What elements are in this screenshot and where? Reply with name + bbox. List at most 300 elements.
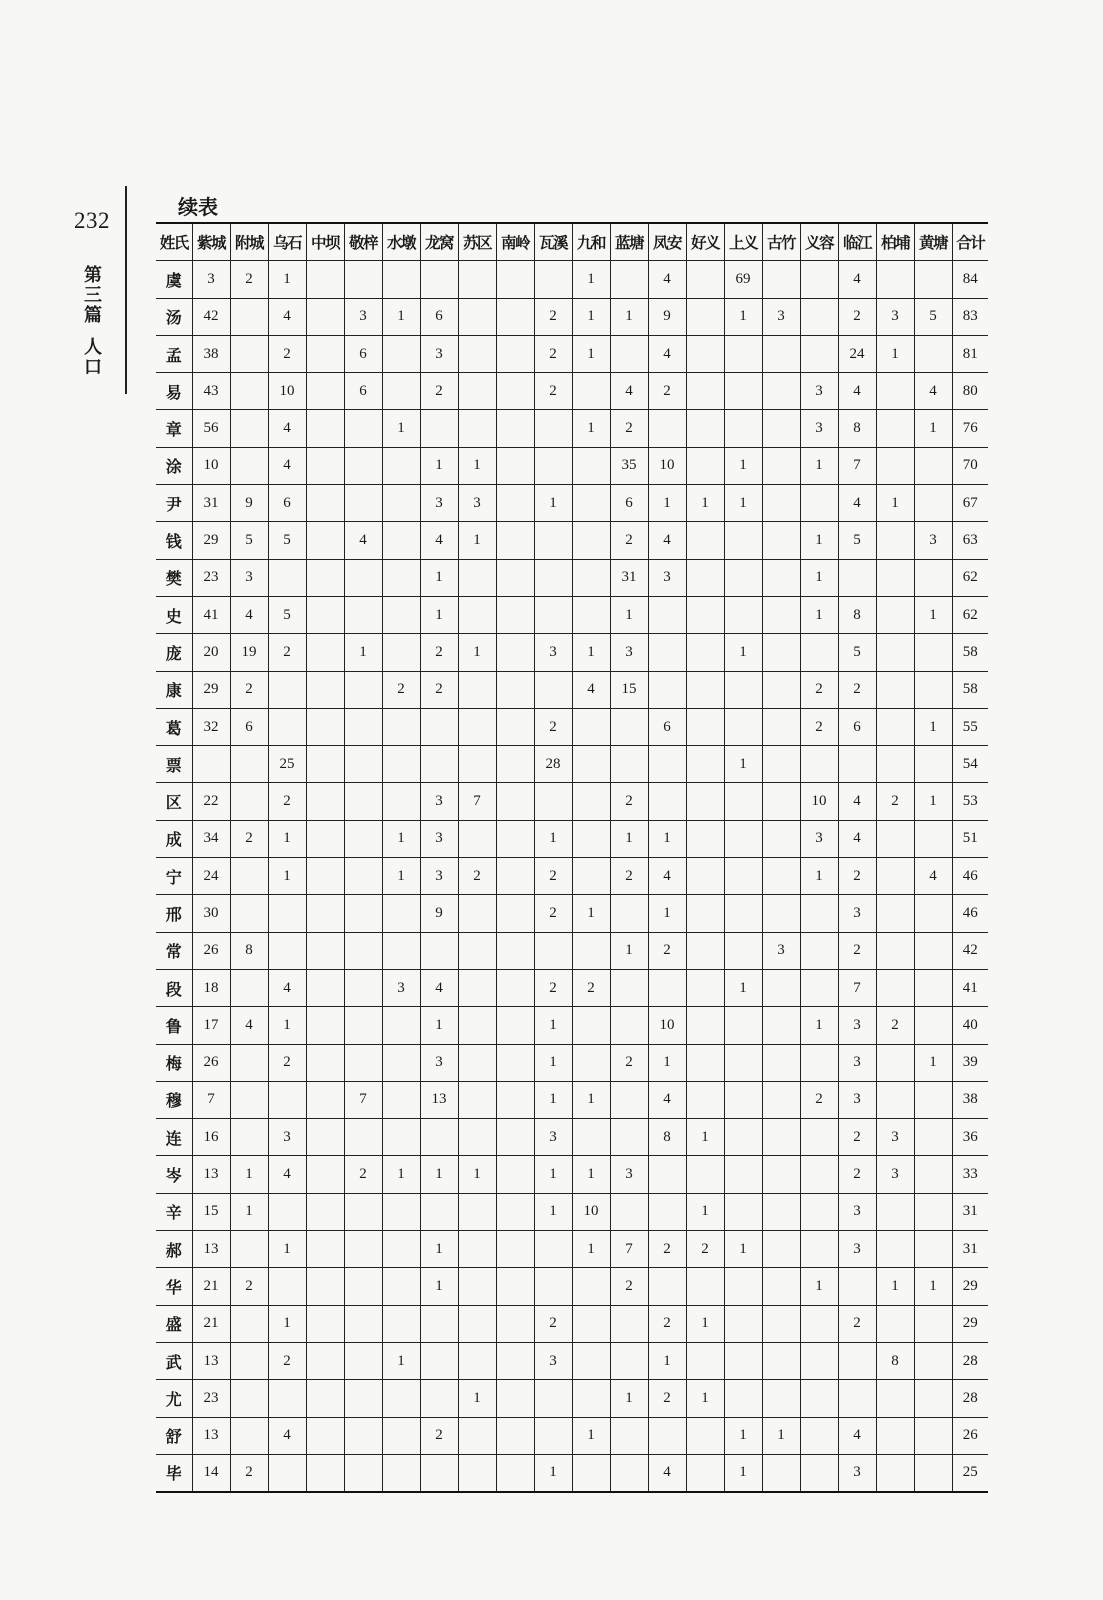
count-cell: 2: [686, 1231, 724, 1268]
count-cell: [724, 820, 762, 857]
count-cell: [876, 1380, 914, 1417]
count-cell: 3: [876, 298, 914, 335]
count-cell: [762, 783, 800, 820]
count-cell: [420, 1119, 458, 1156]
count-cell: [268, 1454, 306, 1492]
count-cell: [382, 708, 420, 745]
count-cell: [306, 373, 344, 410]
count-cell: 6: [268, 485, 306, 522]
count-cell: [458, 1417, 496, 1454]
count-cell: 2: [648, 373, 686, 410]
count-cell: [876, 1231, 914, 1268]
count-cell: 1: [420, 1156, 458, 1193]
count-cell: 1: [572, 335, 610, 372]
count-cell: 1: [420, 559, 458, 596]
count-cell: [230, 1305, 268, 1342]
column-header: 义容: [800, 223, 838, 261]
count-cell: [382, 634, 420, 671]
table-row: [156, 820, 988, 857]
count-cell: [610, 895, 648, 932]
count-cell: [762, 671, 800, 708]
count-cell: [800, 1305, 838, 1342]
count-cell: [458, 1119, 496, 1156]
count-cell: [496, 1193, 534, 1230]
count-cell: [420, 932, 458, 969]
count-cell: [724, 596, 762, 633]
count-cell: [534, 596, 572, 633]
count-cell: [762, 261, 800, 298]
count-cell: 24: [838, 335, 876, 372]
count-cell: [344, 1268, 382, 1305]
count-cell: [382, 783, 420, 820]
count-cell: 4: [268, 1417, 306, 1454]
count-cell: 42: [192, 298, 230, 335]
count-cell: 2: [420, 1417, 458, 1454]
count-cell: 2: [838, 932, 876, 969]
count-cell: [382, 335, 420, 372]
count-cell: [306, 1342, 344, 1379]
count-cell: [344, 671, 382, 708]
total-cell: 62: [952, 559, 988, 596]
count-cell: [496, 969, 534, 1006]
count-cell: [496, 373, 534, 410]
count-cell: 30: [192, 895, 230, 932]
total-cell: 26: [952, 1417, 988, 1454]
count-cell: [230, 1380, 268, 1417]
count-cell: 1: [914, 783, 952, 820]
count-cell: [610, 1007, 648, 1044]
surname-cell: 孟: [156, 335, 192, 372]
count-cell: [306, 1044, 344, 1081]
count-cell: [268, 1380, 306, 1417]
count-cell: [344, 1417, 382, 1454]
count-cell: 1: [800, 1268, 838, 1305]
count-cell: 1: [724, 1417, 762, 1454]
count-cell: 25: [268, 746, 306, 783]
count-cell: 10: [648, 447, 686, 484]
count-cell: [686, 783, 724, 820]
surname-cell: 葛: [156, 708, 192, 745]
count-cell: [648, 410, 686, 447]
total-cell: 81: [952, 335, 988, 372]
count-cell: 10: [572, 1193, 610, 1230]
count-cell: [344, 1305, 382, 1342]
count-cell: 3: [192, 261, 230, 298]
count-cell: [686, 447, 724, 484]
count-cell: 2: [800, 708, 838, 745]
count-cell: 4: [914, 858, 952, 895]
count-cell: [876, 410, 914, 447]
count-cell: [800, 1454, 838, 1492]
count-cell: [306, 559, 344, 596]
surname-cell: 常: [156, 932, 192, 969]
surname-cell: 盛: [156, 1305, 192, 1342]
count-cell: [572, 1454, 610, 1492]
count-cell: 15: [192, 1193, 230, 1230]
count-cell: [534, 783, 572, 820]
count-cell: [914, 1119, 952, 1156]
count-cell: 2: [534, 1305, 572, 1342]
count-cell: [762, 858, 800, 895]
count-cell: [876, 447, 914, 484]
count-cell: 3: [838, 1193, 876, 1230]
count-cell: [838, 746, 876, 783]
count-cell: [344, 447, 382, 484]
count-cell: [230, 1231, 268, 1268]
count-cell: [914, 1454, 952, 1492]
count-cell: [496, 559, 534, 596]
count-cell: 24: [192, 858, 230, 895]
count-cell: [724, 858, 762, 895]
table-row: [156, 596, 988, 633]
count-cell: [762, 373, 800, 410]
surname-cell: 虞: [156, 261, 192, 298]
count-cell: [458, 261, 496, 298]
column-header: 乌石: [268, 223, 306, 261]
section-label-char: 人: [84, 337, 102, 358]
count-cell: [496, 1007, 534, 1044]
count-cell: [914, 1305, 952, 1342]
count-cell: [876, 1305, 914, 1342]
count-cell: [230, 373, 268, 410]
surname-cell: 康: [156, 671, 192, 708]
count-cell: [230, 1417, 268, 1454]
count-cell: [344, 1231, 382, 1268]
count-cell: [724, 783, 762, 820]
count-cell: 4: [268, 298, 306, 335]
count-cell: [648, 1417, 686, 1454]
count-cell: 35: [610, 447, 648, 484]
count-cell: 5: [838, 522, 876, 559]
count-cell: 3: [838, 1231, 876, 1268]
count-cell: 13: [192, 1231, 230, 1268]
count-cell: [686, 522, 724, 559]
count-cell: 1: [572, 895, 610, 932]
count-cell: 7: [838, 447, 876, 484]
count-cell: 5: [268, 596, 306, 633]
count-cell: 1: [914, 1268, 952, 1305]
count-cell: [344, 969, 382, 1006]
count-cell: [914, 895, 952, 932]
count-cell: [230, 298, 268, 335]
count-cell: [686, 1417, 724, 1454]
column-header: 柏埔: [876, 223, 914, 261]
column-header: 九和: [572, 223, 610, 261]
count-cell: [306, 783, 344, 820]
count-cell: 2: [230, 671, 268, 708]
count-cell: [534, 1417, 572, 1454]
count-cell: [914, 1081, 952, 1118]
count-cell: 1: [534, 485, 572, 522]
count-cell: [496, 447, 534, 484]
count-cell: [534, 932, 572, 969]
count-cell: [344, 1380, 382, 1417]
count-cell: [724, 1380, 762, 1417]
count-cell: [876, 969, 914, 1006]
count-cell: [800, 1417, 838, 1454]
count-cell: 19: [230, 634, 268, 671]
surname-cell: 岑: [156, 1156, 192, 1193]
count-cell: 2: [268, 1044, 306, 1081]
count-cell: 3: [420, 858, 458, 895]
count-cell: [496, 335, 534, 372]
count-cell: 1: [648, 485, 686, 522]
count-cell: [838, 1380, 876, 1417]
count-cell: [876, 708, 914, 745]
count-cell: 13: [192, 1342, 230, 1379]
table-row: [156, 1231, 988, 1268]
count-cell: [458, 1193, 496, 1230]
count-cell: [724, 335, 762, 372]
count-cell: 1: [686, 485, 724, 522]
table-row: [156, 1268, 988, 1305]
count-cell: [686, 820, 724, 857]
count-cell: [686, 261, 724, 298]
count-cell: 1: [382, 1156, 420, 1193]
count-cell: [306, 1268, 344, 1305]
count-cell: 4: [420, 969, 458, 1006]
count-cell: [572, 1007, 610, 1044]
count-cell: [800, 1231, 838, 1268]
count-cell: [876, 373, 914, 410]
count-cell: [686, 746, 724, 783]
count-cell: [306, 1119, 344, 1156]
count-cell: [762, 1007, 800, 1044]
surname-cell: 宁: [156, 858, 192, 895]
count-cell: [572, 932, 610, 969]
count-cell: [420, 1193, 458, 1230]
count-cell: 4: [838, 373, 876, 410]
count-cell: [838, 1268, 876, 1305]
count-cell: [914, 932, 952, 969]
count-cell: [876, 820, 914, 857]
count-cell: [534, 447, 572, 484]
count-cell: [762, 1305, 800, 1342]
count-cell: [344, 708, 382, 745]
count-cell: [458, 820, 496, 857]
count-cell: [458, 1044, 496, 1081]
count-cell: [762, 596, 800, 633]
count-cell: [344, 858, 382, 895]
count-cell: 1: [572, 410, 610, 447]
total-cell: 38: [952, 1081, 988, 1118]
count-cell: 2: [534, 708, 572, 745]
count-cell: 1: [800, 522, 838, 559]
count-cell: [382, 1454, 420, 1492]
count-cell: [762, 1156, 800, 1193]
count-cell: [648, 783, 686, 820]
count-cell: 1: [572, 634, 610, 671]
table-row: [156, 634, 988, 671]
count-cell: 2: [534, 895, 572, 932]
count-cell: [496, 708, 534, 745]
count-cell: [610, 261, 648, 298]
table-row: [156, 1305, 988, 1342]
count-cell: 4: [268, 410, 306, 447]
count-cell: [762, 1380, 800, 1417]
count-cell: [458, 410, 496, 447]
count-cell: 1: [800, 596, 838, 633]
section-label-char: 三: [84, 285, 102, 306]
count-cell: 1: [420, 1231, 458, 1268]
count-cell: 2: [420, 671, 458, 708]
count-cell: [800, 1193, 838, 1230]
surname-cell: 邢: [156, 895, 192, 932]
section-label: [82, 266, 104, 378]
total-cell: 63: [952, 522, 988, 559]
count-cell: 1: [534, 1007, 572, 1044]
count-cell: 1: [610, 1380, 648, 1417]
count-cell: [344, 895, 382, 932]
count-cell: [724, 1156, 762, 1193]
count-cell: [800, 298, 838, 335]
count-cell: 32: [192, 708, 230, 745]
count-cell: 1: [572, 1156, 610, 1193]
count-cell: 56: [192, 410, 230, 447]
count-cell: [762, 485, 800, 522]
total-cell: 58: [952, 634, 988, 671]
total-cell: 28: [952, 1342, 988, 1379]
count-cell: [686, 410, 724, 447]
count-cell: 9: [230, 485, 268, 522]
count-cell: 4: [268, 969, 306, 1006]
column-header: 苏区: [458, 223, 496, 261]
count-cell: 1: [382, 1342, 420, 1379]
count-cell: [686, 335, 724, 372]
count-cell: 2: [268, 1342, 306, 1379]
count-cell: [306, 671, 344, 708]
count-cell: [306, 1231, 344, 1268]
count-cell: 1: [268, 820, 306, 857]
count-cell: [876, 932, 914, 969]
count-cell: [534, 671, 572, 708]
total-cell: 67: [952, 485, 988, 522]
count-cell: 1: [762, 1417, 800, 1454]
count-cell: [496, 820, 534, 857]
count-cell: [496, 1380, 534, 1417]
table-row: [156, 969, 988, 1006]
count-cell: [762, 969, 800, 1006]
count-cell: [610, 746, 648, 783]
count-cell: 4: [648, 261, 686, 298]
count-cell: [762, 522, 800, 559]
count-cell: 7: [610, 1231, 648, 1268]
surname-cell: 樊: [156, 559, 192, 596]
count-cell: 1: [572, 1417, 610, 1454]
count-cell: 7: [344, 1081, 382, 1118]
surname-cell: 舒: [156, 1417, 192, 1454]
column-header: 上义: [724, 223, 762, 261]
count-cell: [800, 634, 838, 671]
section-label-char: 篇: [84, 305, 102, 326]
table-row: [156, 783, 988, 820]
count-cell: 23: [192, 1380, 230, 1417]
count-cell: [648, 1268, 686, 1305]
count-cell: [686, 559, 724, 596]
count-cell: [230, 1044, 268, 1081]
count-cell: [230, 335, 268, 372]
count-cell: [382, 746, 420, 783]
count-cell: [762, 746, 800, 783]
count-cell: [496, 1417, 534, 1454]
count-cell: [572, 1305, 610, 1342]
count-cell: 2: [800, 1081, 838, 1118]
count-cell: [686, 596, 724, 633]
count-cell: 9: [420, 895, 458, 932]
count-cell: 1: [230, 1156, 268, 1193]
count-cell: 1: [648, 1342, 686, 1379]
surname-distribution-table: [156, 222, 988, 1493]
count-cell: [420, 1342, 458, 1379]
count-cell: 1: [800, 1007, 838, 1044]
column-header: 合计: [952, 223, 988, 261]
count-cell: [306, 298, 344, 335]
total-cell: 31: [952, 1231, 988, 1268]
count-cell: 1: [382, 820, 420, 857]
count-cell: [610, 1119, 648, 1156]
count-cell: 3: [420, 335, 458, 372]
count-cell: [268, 895, 306, 932]
surname-cell: 章: [156, 410, 192, 447]
count-cell: 8: [838, 410, 876, 447]
table-row: [156, 1380, 988, 1417]
count-cell: [686, 969, 724, 1006]
count-cell: 1: [420, 447, 458, 484]
count-cell: 3: [648, 559, 686, 596]
total-cell: 31: [952, 1193, 988, 1230]
total-cell: 39: [952, 1044, 988, 1081]
count-cell: 15: [610, 671, 648, 708]
count-cell: 28: [534, 746, 572, 783]
total-cell: 70: [952, 447, 988, 484]
surname-cell: 武: [156, 1342, 192, 1379]
count-cell: 1: [458, 447, 496, 484]
count-cell: [344, 1342, 382, 1379]
count-cell: 3: [800, 373, 838, 410]
count-cell: [458, 298, 496, 335]
table-row: [156, 1193, 988, 1230]
count-cell: [382, 1231, 420, 1268]
count-cell: 1: [724, 634, 762, 671]
count-cell: 9: [648, 298, 686, 335]
count-cell: 2: [800, 671, 838, 708]
column-header: 南岭: [496, 223, 534, 261]
count-cell: [306, 522, 344, 559]
count-cell: [914, 261, 952, 298]
count-cell: 3: [800, 410, 838, 447]
count-cell: 1: [686, 1380, 724, 1417]
count-cell: 4: [648, 522, 686, 559]
count-cell: [762, 895, 800, 932]
count-cell: 4: [648, 335, 686, 372]
count-cell: 1: [268, 261, 306, 298]
count-cell: 6: [648, 708, 686, 745]
count-cell: 1: [914, 708, 952, 745]
count-cell: 2: [458, 858, 496, 895]
count-cell: [686, 298, 724, 335]
count-cell: 1: [382, 858, 420, 895]
count-cell: 4: [838, 485, 876, 522]
table-row: [156, 671, 988, 708]
count-cell: [382, 1119, 420, 1156]
count-cell: [610, 969, 648, 1006]
count-cell: 1: [610, 298, 648, 335]
count-cell: [914, 1231, 952, 1268]
count-cell: 31: [192, 485, 230, 522]
total-cell: 29: [952, 1305, 988, 1342]
count-cell: 2: [876, 783, 914, 820]
count-cell: [572, 1044, 610, 1081]
